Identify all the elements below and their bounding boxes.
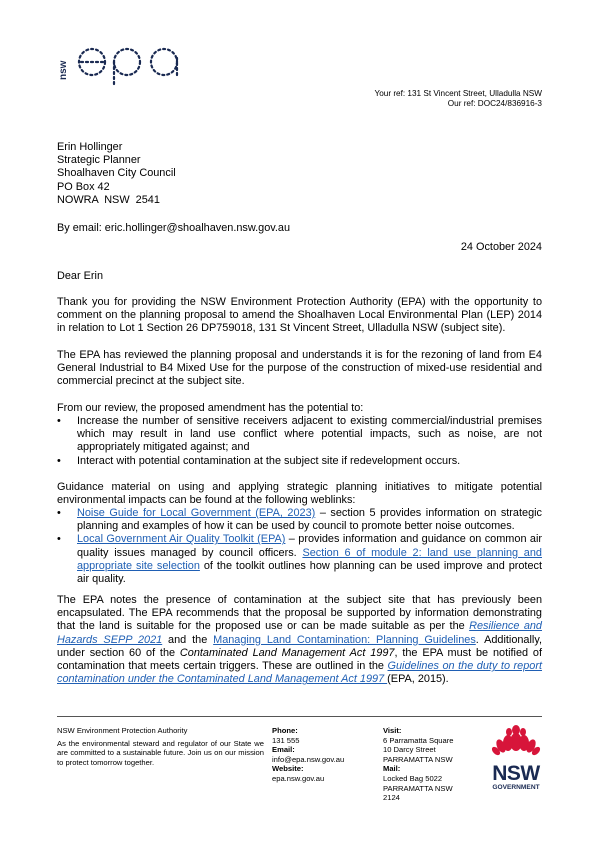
- footer-phone: 131 555: [272, 735, 300, 745]
- your-ref: Your ref: 131 St Vincent Street, Ulladulla NSW: [374, 89, 542, 98]
- noise-guide-link[interactable]: Noise Guide for Local Government (EPA, 2023): [77, 507, 316, 519]
- salutation: Dear Erin: [57, 270, 103, 282]
- footer-contact: Phone: 131 555 Email: info@epa.nsw.gov.au Website: epa.nsw.gov.au: [272, 726, 345, 783]
- list-item: • Interact with potential contamination at the subject site if redevelopment occurs.: [57, 454, 461, 467]
- paragraph-5: The EPA notes the presence of contamination at the subject site that has previously been encapsulated. The EPA recommends that the proposal be supported by information demonstrating that the land is suitable for the proposed use or can be made suitable as per the Resilience and Hazards SEPP 2021 and the Managing Land Contamination: Planning Guidelines. Additionally, under section 60 of the Contaminated Land Management Act 1997, the EPA must be notified of contamination that meets certain triggers. These are outlined in the Guidelines on the duty to report contamination under the Contaminated Land Management Act 1997 (EPA, 2015).: [57, 594, 542, 686]
- footer-org: NSW Environment Protection Authority: [57, 726, 188, 735]
- footer-website[interactable]: epa.nsw.gov.au: [272, 773, 325, 783]
- bullet-icon: •: [57, 415, 61, 427]
- references: [375, 89, 542, 109]
- nsw-government-logo: [488, 724, 544, 790]
- footer-divider: [57, 716, 542, 717]
- footer-org-block: [57, 726, 264, 767]
- gov-logo-word: NSW: [492, 762, 540, 785]
- paragraph-3: From our review, the proposed amendment has the potential to:: [57, 402, 364, 414]
- paragraph-2: The EPA has reviewed the planning proposal and understands it is for the rezoning of land from E4 General Industrial to B4 Mixed Use for the purpose of the construction of mixed-use residential and commercial precinct at the subject site.: [57, 349, 542, 388]
- by-email: By email: eric.hollinger@shoalhaven.nsw.gov.au: [57, 222, 291, 234]
- bullet-list-2: [57, 507, 542, 586]
- air-quality-toolkit-link[interactable]: Local Government Air Quality Toolkit (EPA): [77, 533, 286, 546]
- list-item: • Local Government Air Quality Toolkit (EPA) – provides information and guidance on common air quality issues managed by council officers. Section 6 of module 2: land use planning and appropriate site selection of the toolkit outlines how planning can be used improve and protect air quality.: [57, 533, 542, 586]
- recipient-org: Shoalhaven City Council: [57, 167, 176, 180]
- paragraph-4: Guidance material on using and applying strategic planning initiatives to mitigate potential environmental impacts can be found at the following weblinks:: [57, 481, 542, 507]
- bullet-icon: •: [57, 454, 61, 467]
- duty-to-report-guidelines-link[interactable]: Guidelines on the duty to report contamination under the Contaminated Land Management Act 1997: [57, 660, 542, 686]
- recipient-box: PO Box 42: [57, 180, 110, 193]
- gov-logo-sub: GOVERNMENT: [492, 784, 540, 791]
- managing-land-contamination-link[interactable]: Managing Land Contamination: Planning Guidelines: [213, 633, 476, 646]
- our-ref: Our ref: DOC24/836916-3: [447, 99, 542, 108]
- letter-date: 24 October 2024: [460, 241, 542, 253]
- paragraph-1: Thank you for providing the NSW Environment Protection Authority (EPA) with the opportunity to comment on the planning proposal to amend the Shoalhaven Local Environmental Plan (LEP) 2014 in relation to Lot 1 Section 26 DP759018, 131 St Vincent Street, Ulladulla NSW (subject site).: [57, 296, 542, 335]
- module-2-section-6-link[interactable]: Section 6 of module 2: land use planning and appropriate site selection: [77, 546, 542, 572]
- recipient-address: [57, 141, 176, 207]
- footer-email[interactable]: info@epa.nsw.gov.au: [272, 754, 345, 764]
- bullet-icon: •: [57, 507, 61, 519]
- bullet-list-1: [57, 415, 542, 468]
- epa-logo: [57, 38, 192, 88]
- resilience-hazards-sepp-link[interactable]: Resilience and Hazards SEPP 2021: [57, 620, 542, 646]
- bullet-icon: •: [57, 533, 61, 546]
- waratah-icon: [488, 724, 544, 758]
- footer-address: Visit: 6 Parramatta Square 10 Darcy Street PARRAMATTA NSW Mail: Locked Bag 5022 PARRAMATTA NSW 2124: [383, 726, 454, 803]
- list-item: • Noise Guide for Local Government (EPA, 2023) – section 5 provides information on strategic planning and examples of how it can be used by council to promote better noise outcomes.: [57, 507, 542, 533]
- recipient-title: Strategic Planner: [57, 154, 141, 167]
- recipient-name: Erin Hollinger: [57, 141, 123, 153]
- footer-mission: As the environmental steward and regulator of our State we are committed to a sustainable future. Join us on our mission to protect tomorrow together.: [57, 738, 264, 767]
- list-item: • Increase the number of sensitive receivers adjacent to existing commercial/industrial premises which may result in land use conflict where potential impacts, such as noise, are not appropriately mitigated against; and: [57, 415, 542, 454]
- recipient-city: NOWRA NSW 2541: [57, 193, 160, 206]
- logo-nsw-text: nsw: [58, 60, 69, 80]
